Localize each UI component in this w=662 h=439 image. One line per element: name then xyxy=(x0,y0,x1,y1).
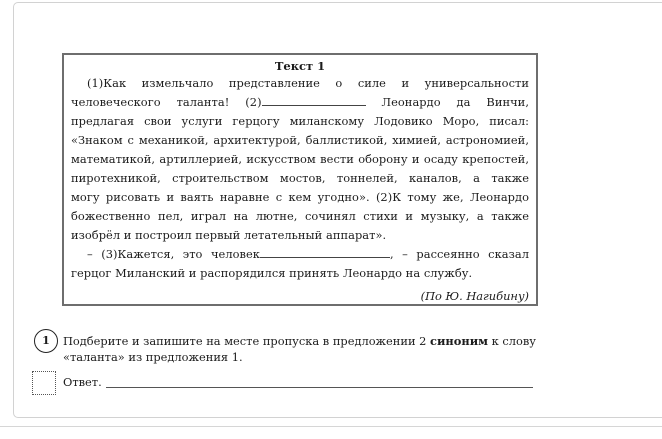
blank-gap-2 xyxy=(262,93,366,106)
instruction-bold-word: синоним xyxy=(430,334,489,348)
text-title: Текст 1 xyxy=(274,59,326,73)
blank-gap-3 xyxy=(260,245,390,258)
instruction-text: к слову xyxy=(488,334,536,348)
text-line: могу рисовать и ваять наравне с кем угодно». (2)К тому же, Леонардо xyxy=(71,190,529,204)
text-line: изобрёл и построил первый летательный аппарат». xyxy=(71,228,387,242)
text-line xyxy=(71,93,529,112)
text-fragment: , – рассеянно сказал xyxy=(389,247,529,261)
answer-checkbox[interactable] xyxy=(32,371,56,395)
text-line: божественно пел, играл на лютне, сочинял стихи и музыку, а также xyxy=(71,209,529,223)
divider xyxy=(0,426,662,427)
text-line xyxy=(87,245,529,264)
text-line: математикой, артиллерией, искусством вести оборону и осаду крепостей, xyxy=(71,152,529,166)
source-attribution: (По Ю. Нагибину) xyxy=(420,289,529,303)
text-box xyxy=(62,53,538,306)
answer-label: Ответ. xyxy=(63,375,102,389)
instruction-text: Подберите и запишите на месте пропуска в предложении 2 xyxy=(63,334,431,348)
answer-input-line[interactable] xyxy=(106,387,533,388)
task-instruction-line2: «таланта» из предложения 1. xyxy=(63,350,243,364)
text-line: пиротехникой, строительством мостов, тоннелей, каналов, а также xyxy=(71,171,529,185)
task-instruction-line1 xyxy=(63,333,536,350)
text-line: герцог Миланский и распорядился принять Леонардо на службу. xyxy=(71,266,473,280)
task-number: 1 xyxy=(34,329,58,353)
text-line: предлагая свои услуги герцогу миланскому Лодовико Моро, писал: xyxy=(71,114,529,128)
text-fragment: человеческого таланта! (2) xyxy=(71,95,262,109)
text-fragment: – (3)Кажется, это человек xyxy=(87,247,260,261)
text-fragment: Леонардо да Винчи, xyxy=(381,95,529,109)
text-line: (1)Как измельчало представление о силе и универсальности xyxy=(87,76,529,90)
text-line: «Знаком с механикой, архитектурой, баллистикой, химией, астрономией, xyxy=(71,133,529,147)
